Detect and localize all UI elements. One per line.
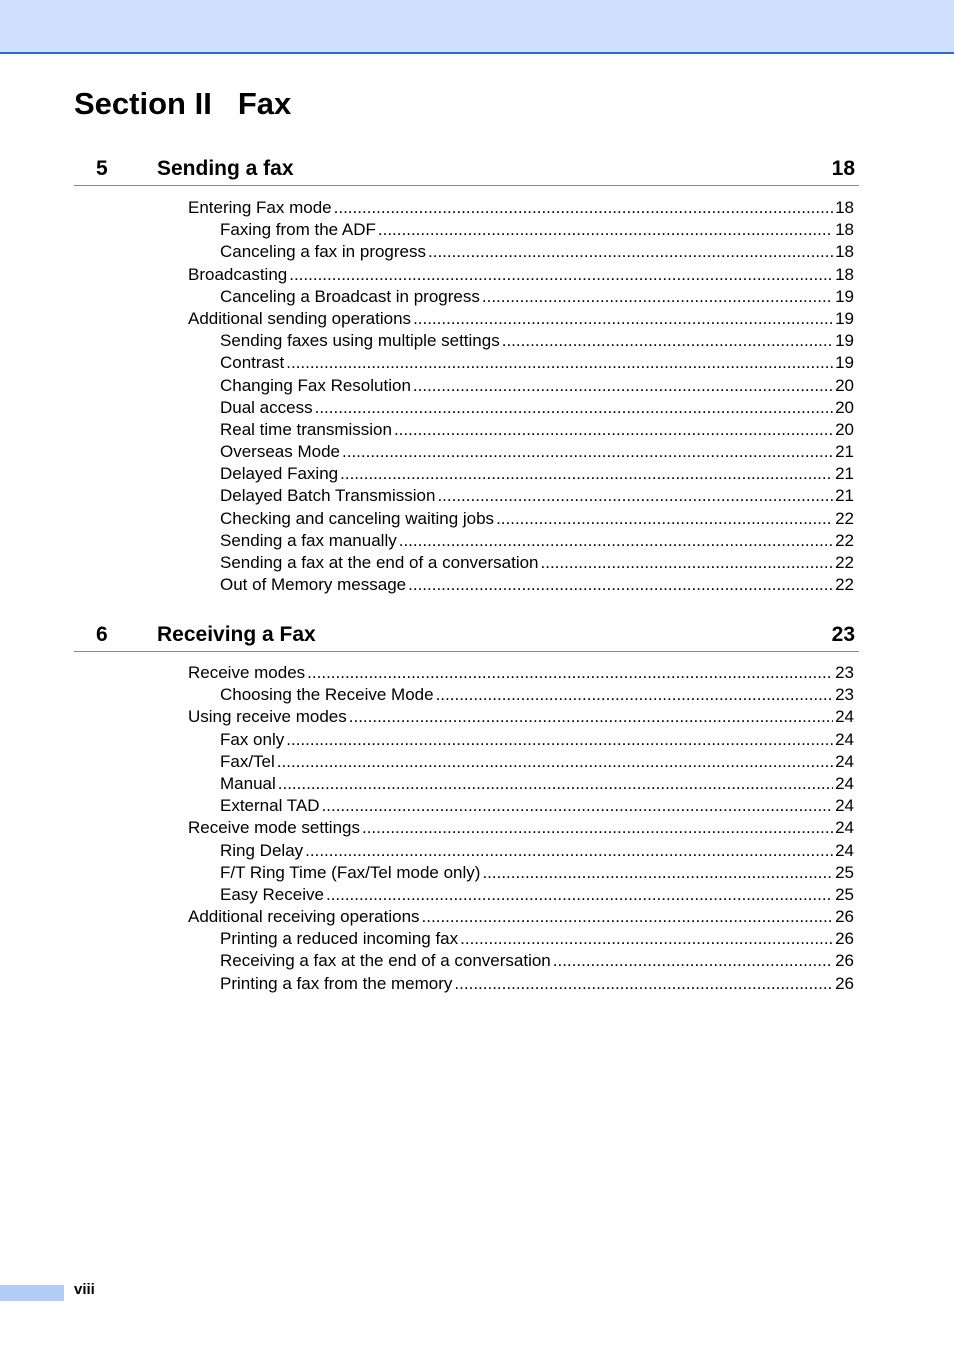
dot-leader: [334, 197, 833, 219]
toc-entry[interactable]: [220, 928, 854, 950]
toc-entry-page: 21: [835, 464, 854, 484]
toc-entry-page: 24: [835, 729, 854, 749]
toc-entry-page: 24: [835, 773, 854, 793]
toc-entry-title: Printing a reduced incoming fax: [220, 929, 459, 949]
toc-entry-page: 24: [835, 818, 854, 838]
toc-entry[interactable]: [220, 330, 854, 352]
toc-entry[interactable]: [220, 530, 854, 552]
toc-entry-title: Contrast: [220, 353, 285, 373]
toc-entry-title: Using receive modes: [188, 707, 347, 727]
dot-leader: [340, 463, 833, 485]
toc-entry-page: 21: [835, 442, 854, 462]
toc-entry[interactable]: [220, 729, 854, 751]
dot-leader: [413, 375, 833, 397]
toc-entry-title: Printing a fax from the memory: [220, 973, 453, 993]
toc-entry-title: Overseas Mode: [220, 442, 340, 462]
dot-leader: [378, 219, 833, 241]
toc-list-chapter-6: [0, 662, 954, 995]
dot-leader: [541, 552, 834, 574]
toc-entry-page: 24: [835, 840, 854, 860]
toc-entry-page: 19: [835, 308, 854, 328]
toc-entry-title: Sending a fax at the end of a conversation: [220, 553, 539, 572]
dot-leader: [460, 928, 833, 950]
dot-leader: [428, 241, 833, 263]
toc-entry[interactable]: [220, 950, 854, 972]
toc-entry[interactable]: [220, 552, 854, 574]
toc-entry-page: 22: [835, 553, 854, 572]
toc-entry-page: 25: [835, 862, 854, 882]
toc-entry-title: Dual access: [220, 397, 313, 417]
toc-entry-page: 19: [835, 331, 854, 351]
dot-leader: [349, 706, 833, 728]
toc-entry-page: 20: [835, 375, 854, 395]
toc-entry-title: Delayed Batch Transmission: [220, 486, 436, 506]
toc-entry[interactable]: [220, 463, 854, 485]
toc-entry-page: 26: [835, 929, 854, 949]
dot-leader: [437, 485, 833, 507]
toc-entry-title: Canceling a Broadcast in progress: [220, 286, 480, 306]
dot-leader: [502, 330, 833, 352]
toc-entry-title: Delayed Faxing: [220, 464, 339, 484]
dot-leader: [422, 906, 834, 928]
toc-entry-title: Receive mode settings: [188, 818, 360, 838]
section-title: [74, 86, 291, 122]
dot-leader: [454, 973, 833, 995]
toc-entry-title: Receiving a fax at the end of a conversation: [220, 951, 551, 971]
toc-entry-title: External TAD: [220, 796, 320, 816]
toc-entry-page: 22: [835, 530, 854, 550]
toc-entry[interactable]: [188, 264, 854, 286]
toc-entry-title: Manual: [220, 773, 276, 793]
toc-entry-page: 25: [835, 884, 854, 904]
toc-entry[interactable]: [188, 662, 854, 684]
dot-leader: [436, 684, 834, 706]
chapter-heading-6[interactable]: [74, 619, 859, 652]
toc-entry-page: 18: [835, 264, 854, 284]
toc-entry-page: 19: [835, 353, 854, 373]
chapter-title: Sending a fax: [157, 157, 294, 180]
footer-page-number: viii: [74, 1281, 95, 1298]
toc-entry-title: Additional receiving operations: [188, 907, 420, 927]
toc-entry-page: 18: [835, 242, 854, 262]
dot-leader: [326, 884, 833, 906]
toc-entry[interactable]: [188, 906, 854, 928]
dot-leader: [307, 662, 833, 684]
toc-entry-page: 24: [835, 751, 854, 771]
toc-entry[interactable]: [220, 973, 854, 995]
toc-entry-title: Changing Fax Resolution: [220, 375, 411, 395]
dot-leader: [286, 352, 833, 374]
section-label: Section II: [74, 86, 212, 121]
toc-entry[interactable]: [220, 574, 854, 596]
toc-entry-title: Choosing the Receive Mode: [220, 685, 434, 705]
toc-entry-title: Receive modes: [188, 663, 306, 682]
toc-entry[interactable]: [188, 706, 854, 728]
footer-tab: [0, 1285, 64, 1301]
dot-leader: [482, 862, 833, 884]
toc-entry-title: Canceling a fax in progress: [220, 242, 427, 262]
toc-entry-page: 19: [835, 286, 854, 306]
toc-entry-title: Checking and canceling waiting jobs: [220, 508, 495, 528]
chapter-title: Receiving a Fax: [157, 623, 316, 646]
toc-entry-title: Broadcasting: [188, 264, 288, 284]
toc-entry[interactable]: [220, 684, 854, 706]
toc-entry-page: 24: [835, 796, 854, 816]
toc-entry[interactable]: [220, 795, 854, 817]
toc-entry[interactable]: [220, 773, 854, 795]
toc-entry-title: Sending a fax manually: [220, 530, 397, 550]
toc-entry[interactable]: [220, 862, 854, 884]
toc-entry[interactable]: [188, 817, 854, 839]
dot-leader: [289, 264, 833, 286]
dot-leader: [342, 441, 833, 463]
dot-leader: [362, 817, 833, 839]
dot-leader: [399, 530, 833, 552]
dot-leader: [278, 773, 833, 795]
chapter-number: 5: [96, 157, 108, 180]
toc-entry[interactable]: [220, 840, 854, 862]
toc-entry[interactable]: [220, 286, 854, 308]
toc-entry-title: Sending faxes using multiple settings: [220, 331, 500, 351]
chapter-number: 6: [96, 623, 108, 646]
toc-entry-title: Additional sending operations: [188, 308, 412, 328]
toc-entry[interactable]: [220, 751, 854, 773]
toc-entry-title: Faxing from the ADF: [220, 220, 376, 240]
chapter-heading-5[interactable]: [74, 153, 859, 186]
chapter-page: 23: [831, 623, 855, 646]
toc-entry-page: 18: [835, 220, 854, 240]
toc-entry-title: Fax only: [220, 729, 285, 749]
toc-entry-page: 26: [835, 973, 854, 993]
toc-entry-page: 26: [835, 907, 854, 927]
toc-entry-page: 23: [835, 685, 854, 705]
dot-leader: [305, 840, 833, 862]
toc-entry[interactable]: [220, 219, 854, 241]
toc-entry[interactable]: [220, 508, 854, 530]
toc-list-chapter-5: [0, 197, 954, 596]
toc-entry[interactable]: [188, 308, 854, 330]
chapter-page: 18: [831, 157, 855, 180]
toc-entry-title: Entering Fax mode: [188, 198, 332, 217]
header-band: [0, 0, 954, 54]
toc-entry[interactable]: [220, 241, 854, 263]
dot-leader: [322, 795, 834, 817]
toc-entry-page: 22: [835, 508, 854, 528]
toc-entry-title: Easy Receive: [220, 884, 324, 904]
dot-leader: [394, 419, 833, 441]
toc-entry[interactable]: [188, 197, 854, 219]
toc-entry-page: 20: [835, 419, 854, 439]
dot-leader: [286, 729, 833, 751]
toc-entry-page: 21: [835, 486, 854, 506]
toc-entry-title: Fax/Tel: [220, 751, 275, 771]
toc-entry-title: Ring Delay: [220, 840, 304, 860]
section-name: Fax: [237, 86, 292, 121]
toc-entry[interactable]: [220, 397, 854, 419]
dot-leader: [408, 574, 833, 596]
toc-entry-page: 18: [835, 198, 854, 217]
dot-leader: [315, 397, 833, 419]
toc-entry-page: 26: [835, 951, 854, 971]
toc-entry[interactable]: [220, 884, 854, 906]
toc-entry[interactable]: [220, 485, 854, 507]
toc-entry-title: F/T Ring Time (Fax/Tel mode only): [220, 862, 481, 882]
toc-entry-title: Out of Memory message: [220, 575, 407, 595]
toc-entry[interactable]: [220, 352, 854, 374]
dot-leader: [496, 508, 833, 530]
toc-entry-page: 23: [835, 663, 854, 682]
toc-entry-page: 24: [835, 707, 854, 727]
toc-entry-page: 22: [835, 575, 854, 595]
dot-leader: [482, 286, 833, 308]
toc-entry[interactable]: [220, 441, 854, 463]
toc-entry-page: 20: [835, 397, 854, 417]
dot-leader: [277, 751, 833, 773]
toc-entry[interactable]: [220, 419, 854, 441]
dot-leader: [413, 308, 833, 330]
dot-leader: [553, 950, 833, 972]
toc-entry[interactable]: [220, 375, 854, 397]
toc-entry-title: Real time transmission: [220, 419, 392, 439]
